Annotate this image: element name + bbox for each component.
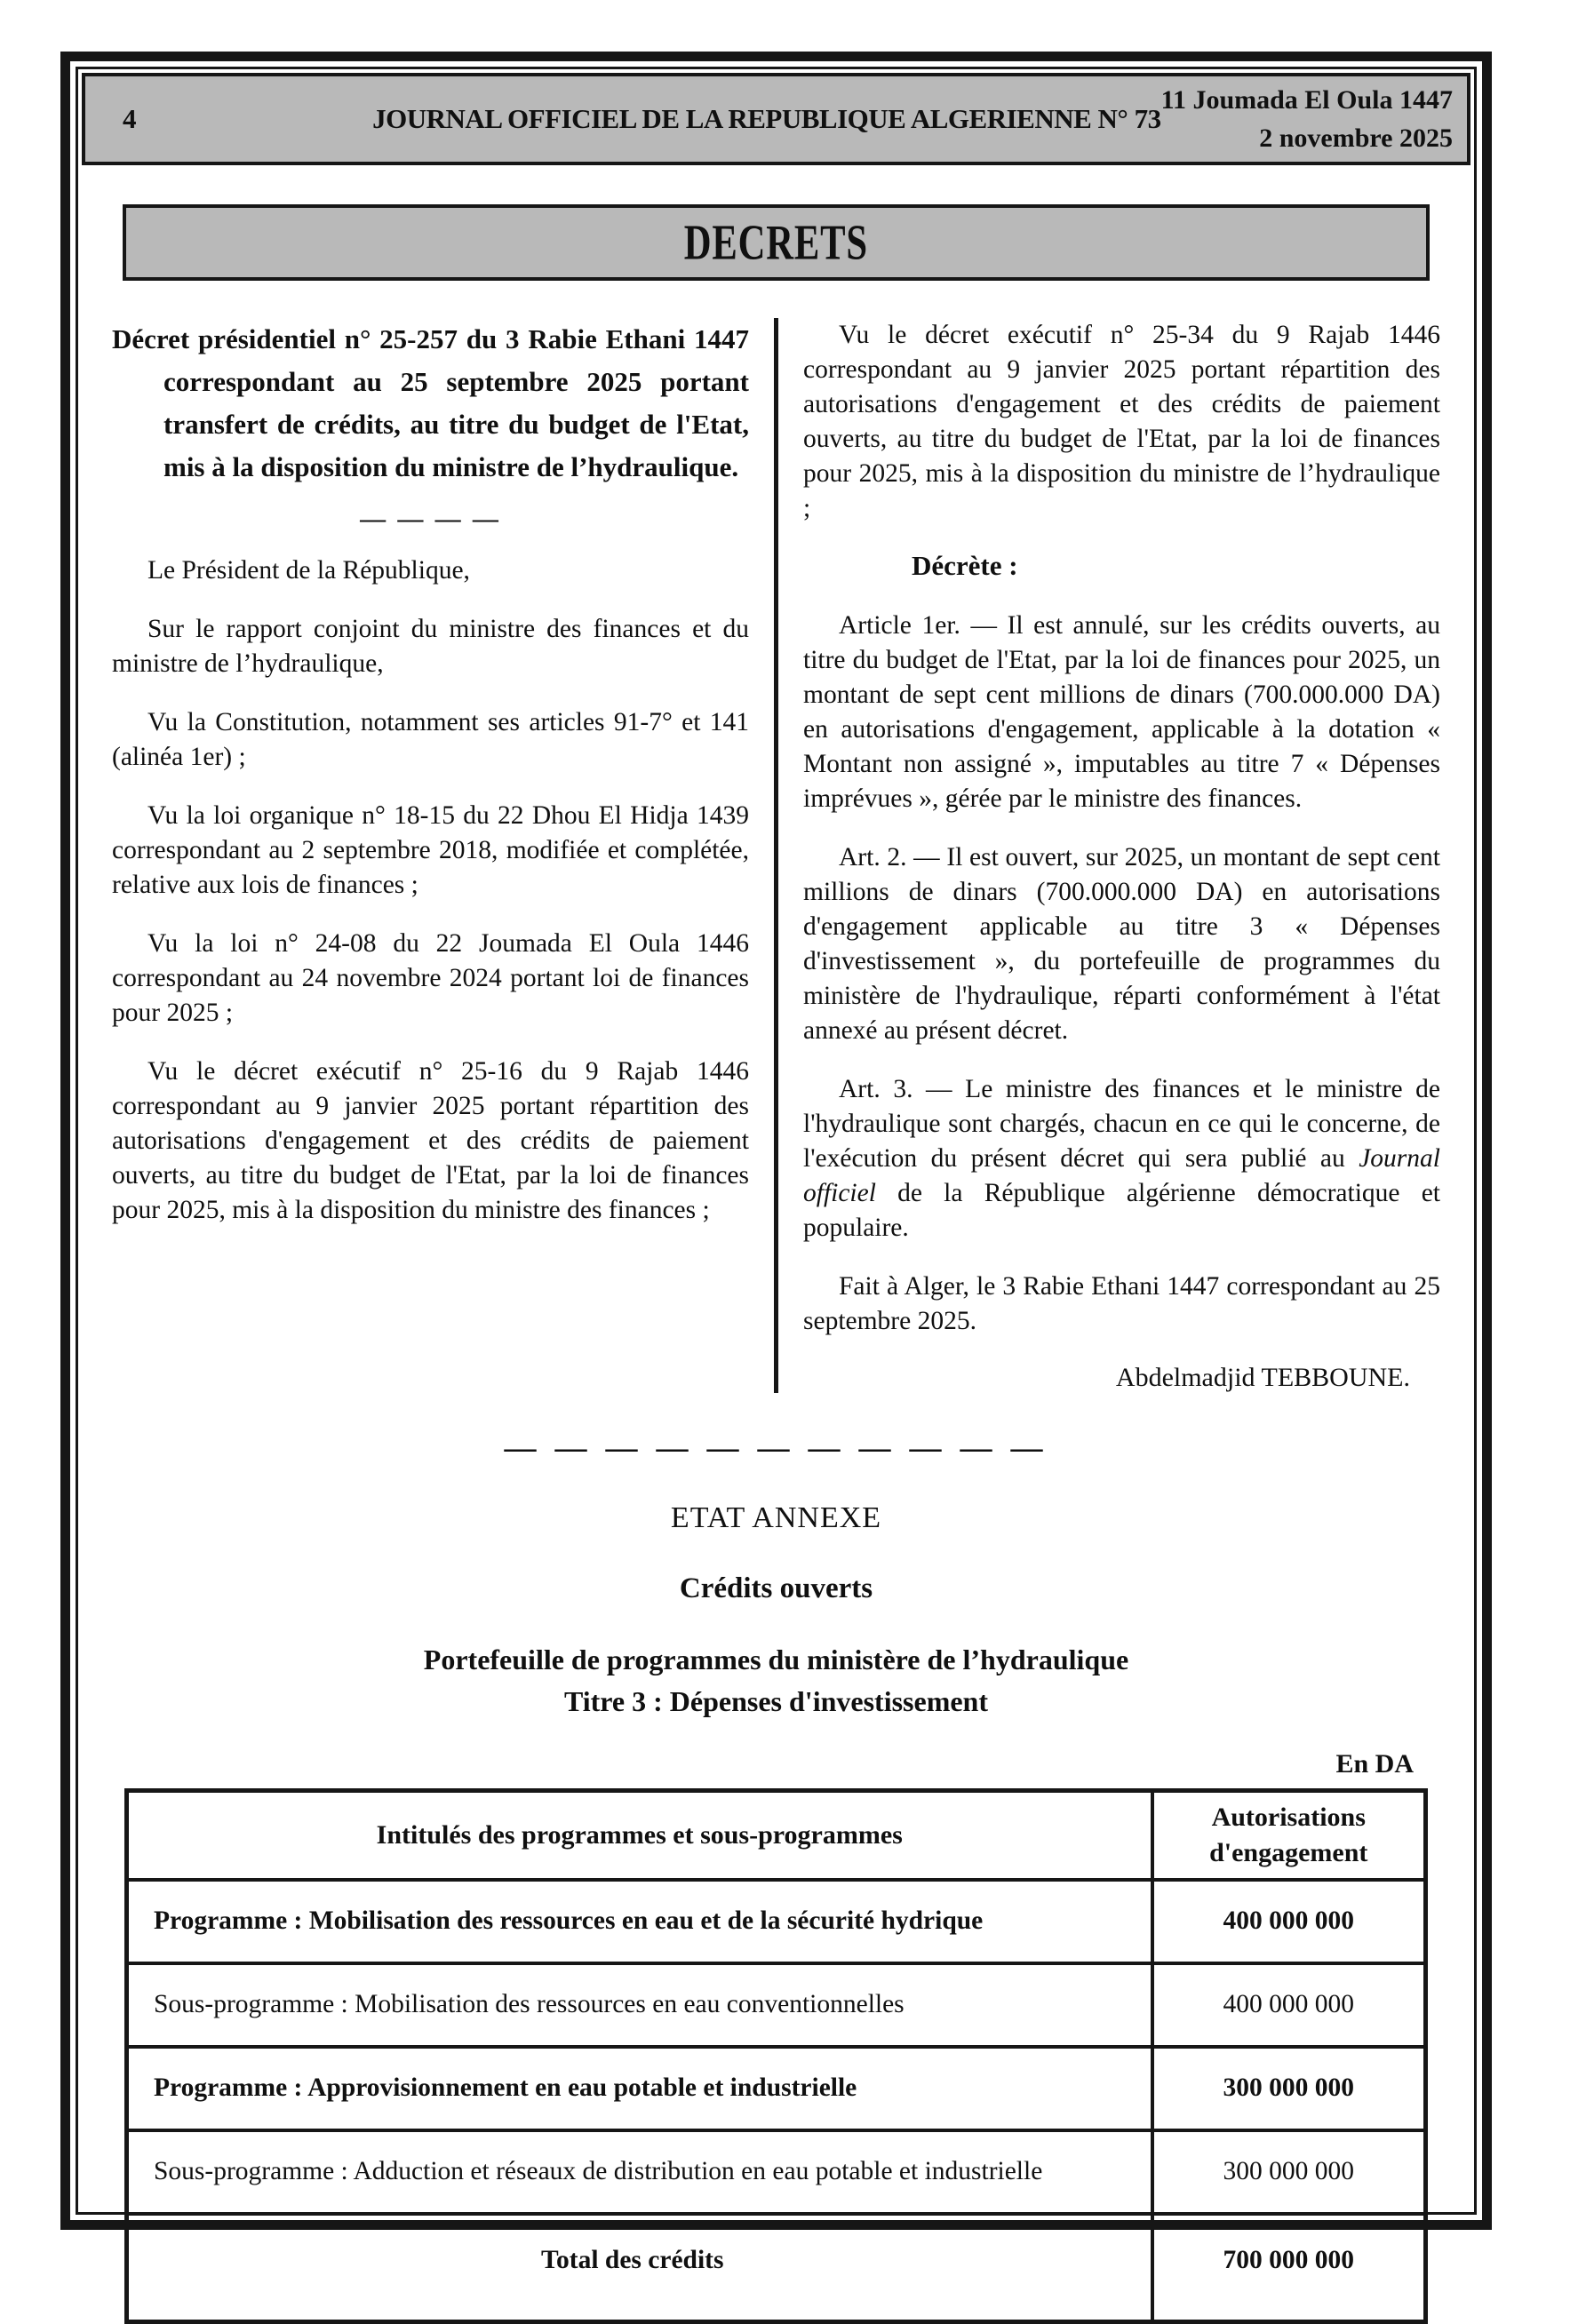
page-frame (60, 52, 1492, 2275)
program-label: Sous-programme : Adduction et réseaux de distribution en eau potable et industrielle (127, 2130, 1152, 2214)
program-amount: 400 000 000 (1152, 1880, 1426, 1963)
paragraph-constitution: Vu la Constitution, notamment ses articles 91-7° et 141 (alinéa 1er) ; (112, 708, 749, 771)
decrets-banner-label: DECRETS (683, 215, 869, 270)
issue-dates (1161, 81, 1467, 157)
total-label: Total des crédits (127, 2214, 1152, 2322)
date-gregorian: 2 novembre 2025 (1259, 123, 1453, 153)
decrete-heading: Décrète : (912, 550, 1018, 581)
program-amount: 400 000 000 (1152, 1963, 1426, 2047)
article-3-text: Art. 3. — Le ministre des finances et le ministre de l'hydraulique sont chargés, chacun en ce qui le concerne, de l'exécution du présent décret qui sera publié au (803, 1075, 1440, 1173)
section-separator: — — — — — — — — — — — (504, 1429, 1048, 1465)
portfolio-heading (82, 1639, 1470, 1723)
etat-annexe-heading: ETAT ANNEXE (670, 1501, 882, 1534)
program-amount: 300 000 000 (1152, 2047, 1426, 2130)
table-row-programme-2 (127, 2047, 1426, 2130)
program-label: Programme : Approvisionnement en eau potable et industrielle (127, 2047, 1152, 2130)
inner-frame (76, 67, 1477, 2275)
portfolio-line: Portefeuille de programmes du ministère de l’hydraulique (423, 1644, 1129, 1675)
closing-line: Fait à Alger, le 3 Rabie Ethani 1447 correspondant au 25 septembre 2025. (803, 1272, 1440, 1335)
col-header-intitules: Intitulés des programmes et sous-programmes (127, 1791, 1152, 1880)
paragraph-decret-25-16: Vu le décret exécutif n° 25-16 du 9 Rajab 1446 correspondant au 9 janvier 2025 portant répartition des autorisations d'engagement et des crédits de paiement ouverts, au titre du budget de l'Etat, par la loi de finances pour 2025, mis à la disposition du ministre des finances ; (112, 1057, 749, 1224)
col-header-autorisations: Autorisations d'engagement (1152, 1791, 1426, 1880)
page-number: 4 (123, 103, 137, 134)
left-column (112, 318, 774, 1393)
table-header-row (127, 1791, 1426, 1880)
article-3-text-end: de la République algérienne démocratique et populaire. (803, 1179, 1440, 1242)
paragraph-loi-24-08: Vu la loi n° 24-08 du 22 Joumada El Oula 1446 correspondant au 24 novembre 2024 portant loi de finances pour 2025 ; (112, 929, 749, 1027)
date-hijri: 11 Joumada El Oula 1447 (1160, 85, 1453, 115)
credits-ouverts-heading: Crédits ouverts (679, 1572, 873, 1604)
table-row-sous-programme-2 (127, 2130, 1426, 2214)
program-label: Programme : Mobilisation des ressources en eau et de la sécurité hydrique (127, 1880, 1152, 1963)
header-bar (82, 73, 1470, 165)
decree-columns (112, 318, 1440, 1393)
program-amount: 300 000 000 (1152, 2130, 1426, 2214)
paragraph-decret-25-34: Vu le décret exécutif n° 25-34 du 9 Rajab 1446 correspondant au 9 janvier 2025 portant répartition des autorisations d'engagement et des crédits de paiement ouverts, au titre du budget de l'Etat, par la loi de finances pour 2025, mis à la disposition du ministre de l’hydraulique ; (803, 321, 1440, 522)
currency-note: En DA (1335, 1749, 1414, 1779)
journal-title: JOURNAL OFFICIEL DE LA REPUBLIQUE ALGERIENNE N° 73 (372, 103, 1161, 134)
article-3 (803, 1072, 1440, 1246)
article-2: Art. 2. — Il est ouvert, sur 2025, un montant de sept cent millions de dinars (700.000.000 DA) en autorisations d'engagement applicable au titre 3 « Dépenses d'investissement », du portefeuille de programmes du ministère de l'hydraulique, réparti conformément à l'état annexé au présent décret. (803, 843, 1440, 1045)
program-label: Sous-programme : Mobilisation des ressources en eau conventionnelles (127, 1963, 1152, 2047)
journal-officiel-italic: Journal officiel (803, 1144, 1440, 1207)
paragraph-rapport: Sur le rapport conjoint du ministre des finances et du ministre de l’hydraulique, (112, 615, 749, 678)
total-amount: 700 000 000 (1152, 2214, 1426, 2322)
signature: Abdelmadjid TEBBOUNE. (1115, 1363, 1410, 1392)
paragraph-loi-organique: Vu la loi organique n° 18-15 du 22 Dhou El Hidja 1439 correspondant au 2 septembre 2018, modifiée et complétée, relative aux lois de finances ; (112, 801, 749, 899)
table-row-total (127, 2214, 1426, 2322)
decrets-banner (123, 204, 1430, 281)
right-column (778, 318, 1440, 1393)
paragraph-president: Le Président de la République, (147, 556, 470, 585)
title-separator: — — — — (360, 505, 501, 533)
table-row-sous-programme-1 (127, 1963, 1426, 2047)
titre3-line: Titre 3 : Dépenses d'investissement (563, 1685, 988, 1717)
article-1: Article 1er. — Il est annulé, sur les crédits ouverts, au titre du budget de l'Etat, par la loi de finances pour 2025, un montant de sept cent millions de dinars (700.000.000 DA) en autorisations d'engagement, applicable à la dotation « Montant non assigné », imputables au titre 7 « Dépenses imprévues », gérée par le ministre des finances. (803, 611, 1440, 813)
table-row-programme-1 (127, 1880, 1426, 1963)
decree-title: Décret présidentiel n° 25-257 du 3 Rabie Ethani 1447 correspondant au 25 septembre 2025 portant transfert de crédits, au titre du budget de l'Etat, mis à la disposition du ministre de l’hydraulique. (112, 323, 749, 482)
